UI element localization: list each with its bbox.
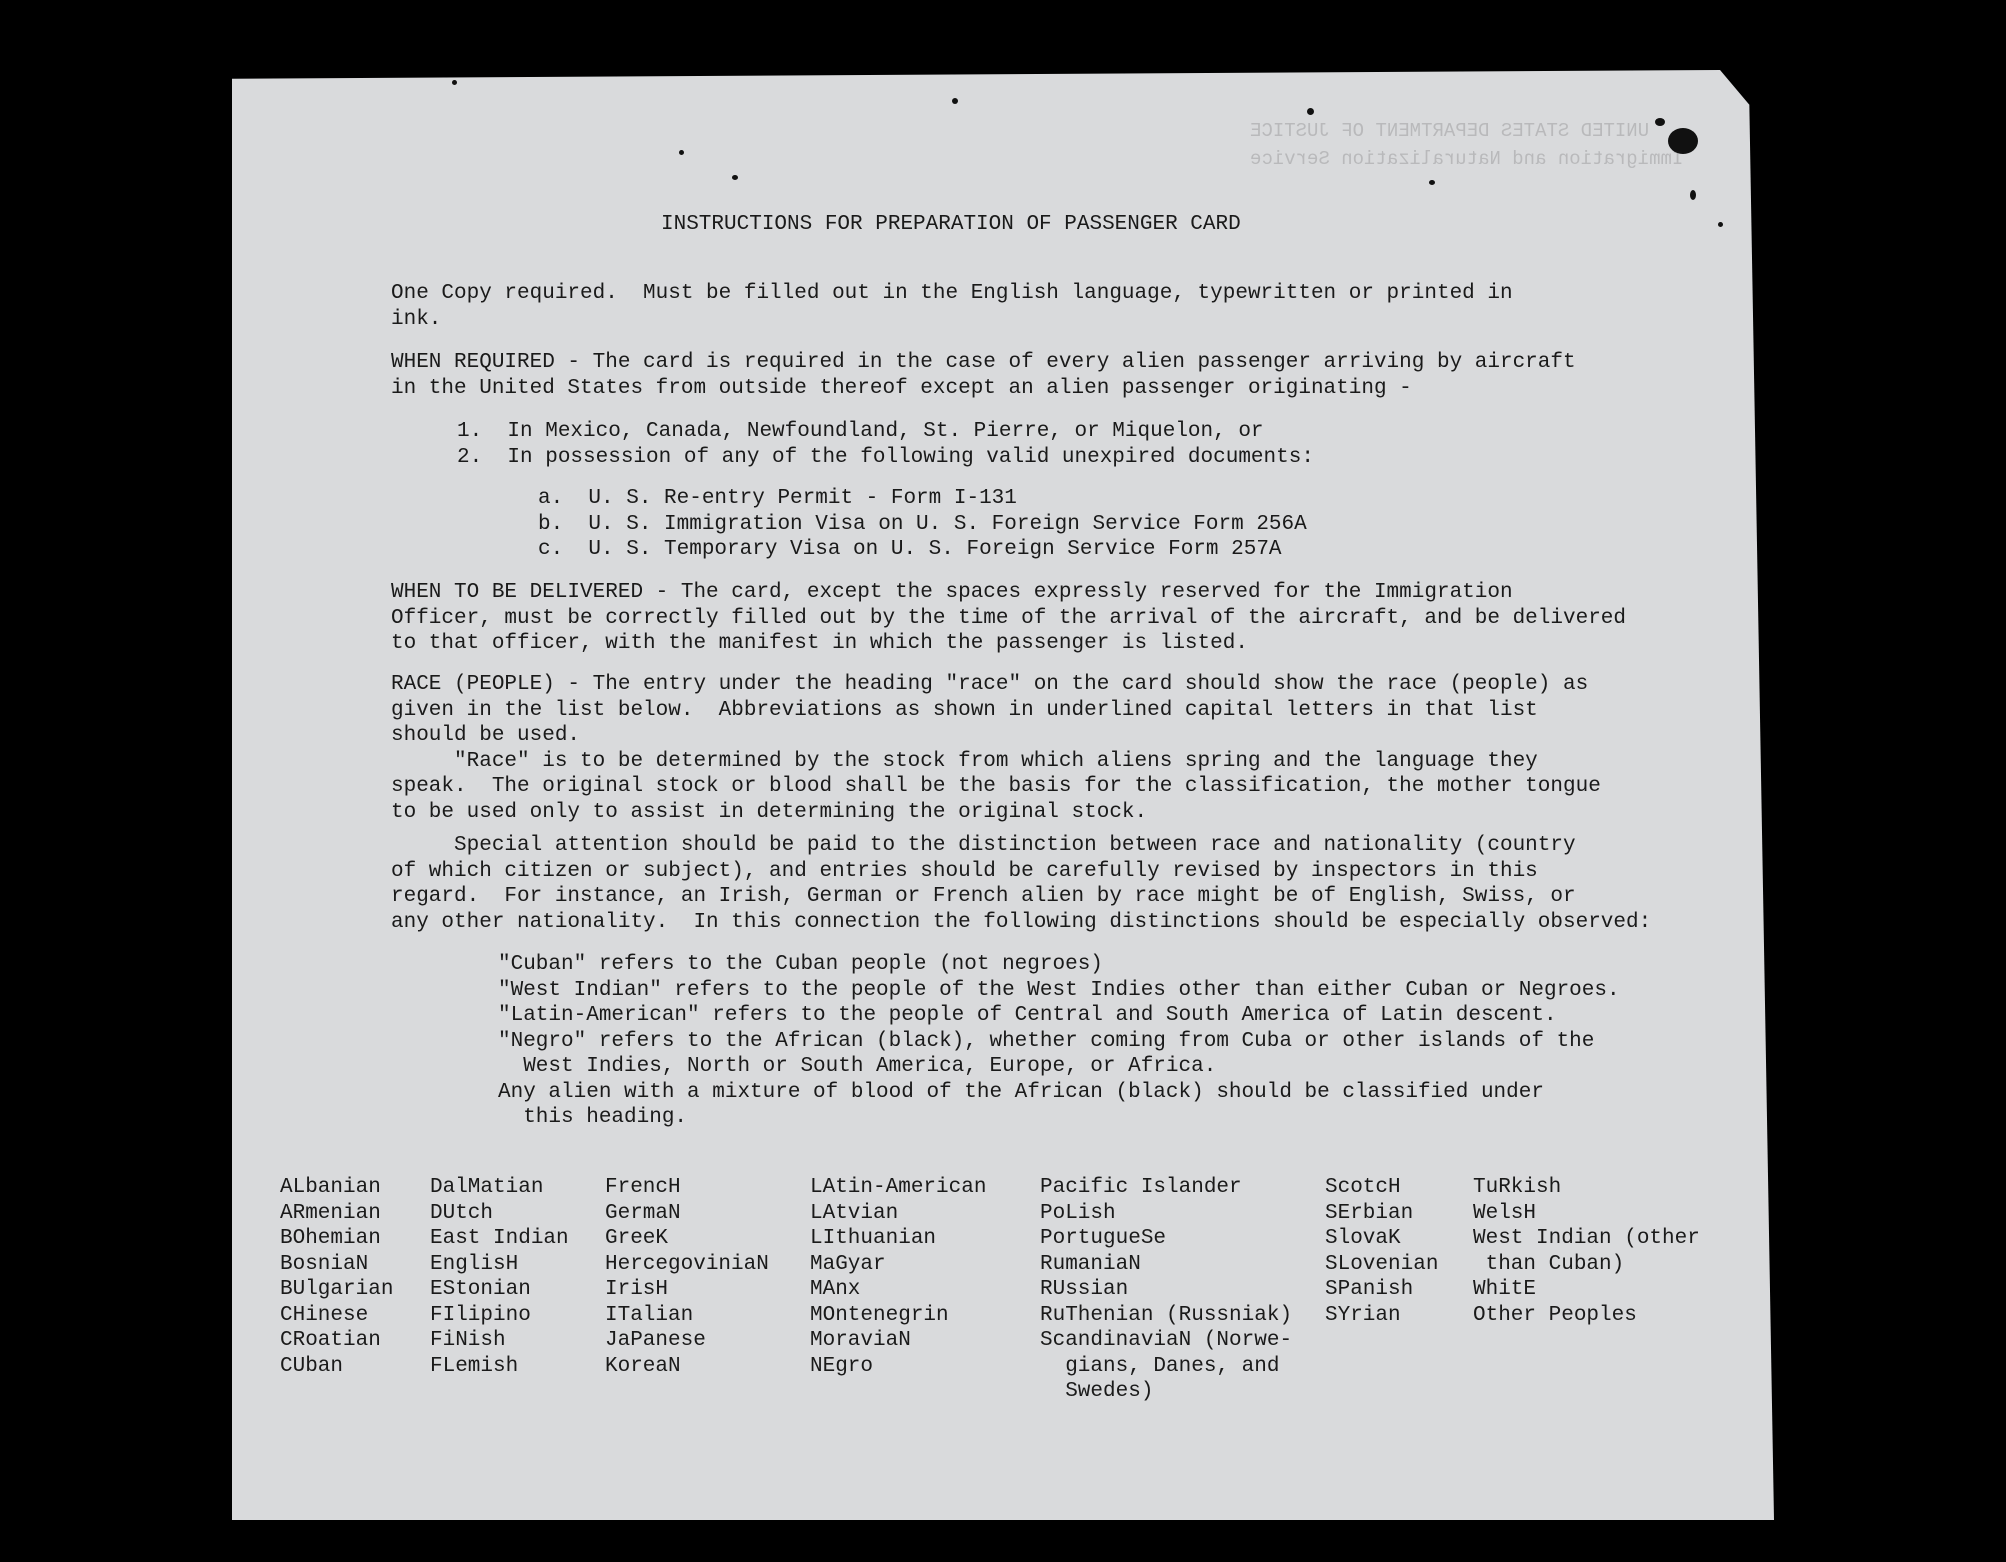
paragraph-when-required: WHEN REQUIRED - The card is required in the case of every alien passenger arriving by aircraft in the United States from outside thereof except an alien passenger originating -: [391, 351, 1576, 400]
paragraph-race: RACE (PEOPLE) - The entry under the heading "race" on the card should show the race (people) as given in the list below. Abbreviations as shown in underlined capital letters in that list should be used. "Race" is to be determined by the stock from which aliens spring and the language they speak. The original stock or blood shall be the basis for the classification, the mother tongue to be used only to assist in determining the original stock.: [391, 673, 1601, 824]
race-entry: LAtin-American: [810, 1176, 987, 1199]
bleed-through-text: Immigration and Naturalization Service: [1250, 148, 1684, 170]
race-entry: MAnx: [810, 1278, 861, 1301]
race-entry: MOntenegrin: [810, 1303, 949, 1327]
race-entry: ALbanian: [280, 1176, 381, 1199]
race-entry: DUtch: [430, 1201, 494, 1225]
race-entry: SlovaK: [1325, 1227, 1401, 1250]
race-entry: West Indian (other than Cuban): [1473, 1227, 1700, 1276]
race-entry: CUban: [280, 1354, 344, 1378]
race-column-4: [810, 1175, 986, 1379]
race-entry: GermaN: [605, 1201, 681, 1225]
race-entry: CHinese: [280, 1303, 369, 1327]
race-entry: Pacific Islander: [1040, 1176, 1242, 1199]
race-column-6: [1325, 1175, 1438, 1328]
race-entry: ARmenian: [280, 1201, 381, 1225]
race-entry: LAtvian: [810, 1201, 899, 1225]
race-entry: BOhemian: [280, 1227, 381, 1250]
race-entry: RumaniaN: [1040, 1252, 1141, 1276]
race-entry: NEgro: [810, 1354, 874, 1378]
race-entry: SPanish: [1325, 1278, 1414, 1301]
race-entry: ScotcH: [1325, 1176, 1401, 1199]
race-entry: Other Peoples: [1473, 1303, 1637, 1327]
race-entry: MaGyar: [810, 1252, 886, 1276]
numbered-list: 1. In Mexico, Canada, Newfoundland, St. Pierre, or Miquelon, or 2. In possession of any of the following valid unexpired documents:: [457, 420, 1314, 469]
race-entry: CRoatian: [280, 1329, 381, 1352]
paragraph-special-attention: Special attention should be paid to the distinction between race and nationality (country of which citizen or subject), and entries should be carefully revised by inspectors in this regard. For instance, an Irish, German or French alien by race might be of English, Swiss, or any other nationality. In this connection the following distinctions should be especially observed:: [391, 834, 1652, 934]
bleed-through-text: UNITED STATES DEPARTMENT OF JUSTICE: [1250, 120, 1650, 142]
race-entry: PortugueSe: [1040, 1227, 1167, 1250]
race-column-1: [280, 1175, 393, 1379]
race-column-5: [1040, 1175, 1292, 1405]
race-column-7: [1473, 1175, 1700, 1328]
distinctions-list: "Cuban" refers to the Cuban people (not negroes) "West Indian" refers to the people of the West Indies other than either Cuban or Negroes. "Latin-American" refers to the people of Central and South America of Latin descent. "Negro" refers to the African (black), whether coming from Cuba or other islands of the West Indies, North or South America, Europe, or Africa. Any alien with a mixture of blood of the African (black) should be classified under this heading.: [498, 953, 1620, 1129]
race-entry: JaPanese: [605, 1329, 706, 1352]
race-column-2: [430, 1175, 569, 1379]
race-entry: East Indian: [430, 1227, 569, 1250]
race-entry: SYrian: [1325, 1303, 1401, 1327]
race-entry: FiNish: [430, 1329, 506, 1352]
race-entry: MoraviaN: [810, 1329, 911, 1352]
race-entry: BUlgarian: [280, 1278, 394, 1301]
race-entry: DalMatian: [430, 1176, 544, 1199]
race-entry: PoLish: [1040, 1201, 1116, 1225]
race-entry: FIlipino: [430, 1303, 531, 1327]
race-entry: LIthuanian: [810, 1227, 937, 1250]
race-entry: ITalian: [605, 1303, 694, 1327]
race-entry: WhitE: [1473, 1278, 1537, 1301]
race-entry: IrisH: [605, 1278, 669, 1301]
race-entry: FrencH: [605, 1176, 681, 1199]
race-entry: RuThenian (Russniak): [1040, 1303, 1293, 1327]
document-title: INSTRUCTIONS FOR PREPARATION OF PASSENGER CARD: [661, 213, 1241, 236]
race-column-3: [605, 1175, 769, 1379]
race-entry: ScandinaviaN (Norwe- gians, Danes, and Swedes): [1040, 1329, 1293, 1403]
race-entry: KoreaN: [605, 1354, 681, 1378]
race-entry: WelsH: [1473, 1201, 1537, 1225]
race-entry: SErbian: [1325, 1201, 1414, 1225]
paragraph-when-delivered: WHEN TO BE DELIVERED - The card, except the spaces expressly reserved for the Immigration Officer, must be correctly filled out by the time of the arrival of the aircraft, and be delivered to that officer, with the manifest in which the passenger is listed.: [391, 581, 1627, 655]
race-entry: SLovenian: [1325, 1252, 1439, 1276]
race-entry: RUssian: [1040, 1278, 1129, 1301]
lettered-list: a. U. S. Re-entry Permit - Form I-131 b. U. S. Immigration Visa on U. S. Foreign Service Form 256A c. U. S. Temporary Visa on U. S. Foreign Service Form 257A: [538, 487, 1307, 561]
paragraph-copy-required: One Copy required. Must be filled out in the English language, typewritten or printed in ink.: [391, 282, 1513, 331]
race-entry: HercegoviniaN: [605, 1252, 769, 1276]
race-entry: EnglisH: [430, 1252, 519, 1276]
race-entry: BosniaN: [280, 1252, 369, 1276]
race-entry: GreeK: [605, 1227, 669, 1250]
race-entry: EStonian: [430, 1278, 531, 1301]
race-entry: TuRkish: [1473, 1176, 1562, 1199]
race-entry: FLemish: [430, 1354, 519, 1378]
